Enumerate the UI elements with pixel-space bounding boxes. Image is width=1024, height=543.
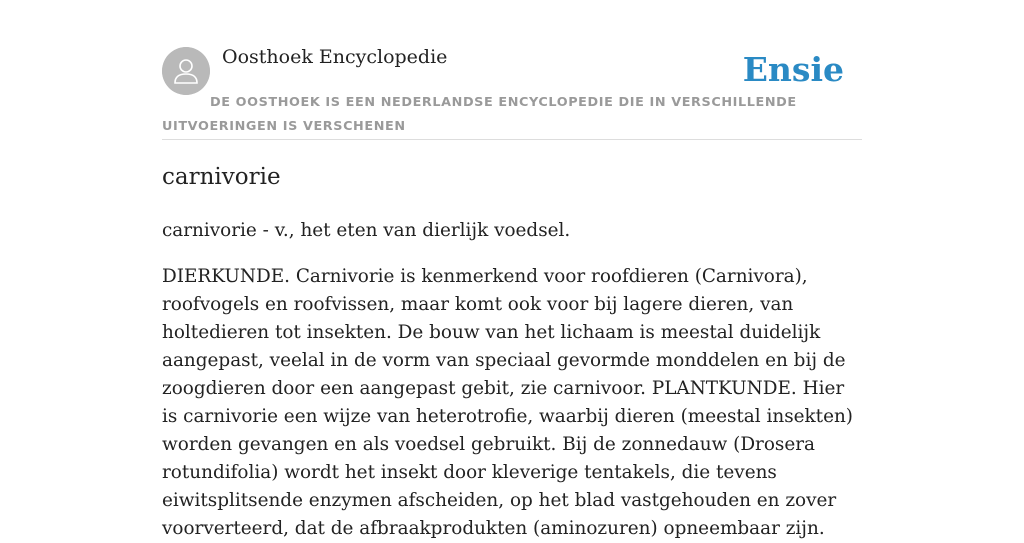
ensie-logo[interactable]: Ensie (742, 50, 844, 89)
author-name[interactable]: Oosthoek Encyclopedie (222, 46, 448, 68)
header-divider (162, 139, 862, 140)
user-avatar-icon[interactable] (162, 47, 210, 95)
author-tagline: DE OOSTHOEK IS EEN NEDERLANDSE ENCYCLOPEDIE DIE IN VERSCHILLENDE UITVOERINGEN IS VERSCHENEN (162, 95, 797, 134)
article-definition: carnivorie - v., het eten van dierlijk voedsel. (162, 220, 571, 241)
article-title: carnivorie (162, 164, 281, 190)
article-body: DIERKUNDE. Carnivorie is kenmerkend voor roofdieren (Carnivora), roofvogels en roofvissen, maar komt ook voor bij lagere dieren, van holtedieren tot insekten. De bouw van het lichaam is meestal duidelijk aangepast, veelal in de vorm van speciaal gevormde monddelen en bij de zoogdieren door een aangepast gebit, zie carnivoor. PLANTKUNDE. Hier is carnivorie een wijze van heterotrofie, waarbij dieren (meestal insekten) worden gevangen en als voedsel gebruikt. Bij de zonnedauw (Drosera rotundifolia) wordt het insekt door kleverige tentakels, die tevens eiwitsplitsende enzymen afscheiden, op het blad vastgehouden en zover voorverteerd, dat de afbraakprodukten (aminozuren) opneembaar zijn. (162, 266, 853, 539)
